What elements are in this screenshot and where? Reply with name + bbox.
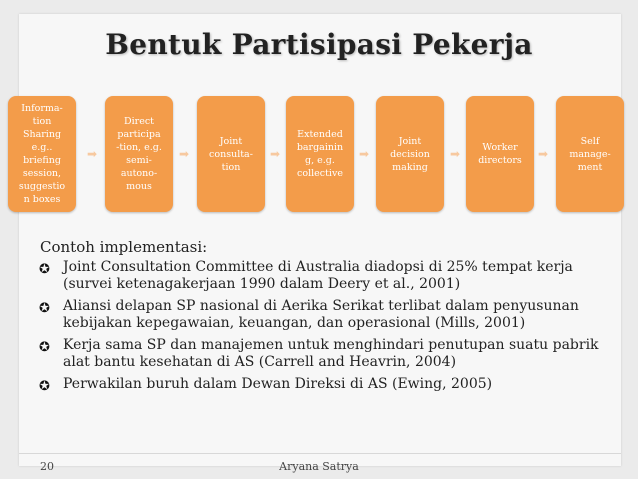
bullet-icon: ✪ (39, 262, 50, 277)
bullet-icon: ✪ (39, 301, 50, 316)
bullet-line: Kerja sama SP dan manajemen untuk menghindari penutupan suatu pabrik (63, 337, 599, 353)
process-step-information-sharing: Informa- tion Sharing e.g.. briefing session, suggestio n boxes (8, 96, 76, 212)
participation-process (0, 92, 638, 217)
arrow-right-icon: ➡ (450, 147, 461, 161)
arrow-right-icon: ➡ (179, 147, 190, 161)
bullet-line: (survei ketenagakerjaan 1990 dalam Deery et al., 2001) (63, 276, 461, 292)
bullet-line: Aliansi delapan SP nasional di Aerika Serikat terlibat dalam penyusunan (63, 298, 579, 314)
bullet-line: kebijakan kepegawaian, keuangan, dan operasional (Mills, 2001) (63, 315, 526, 331)
arrow-right-icon: ➡ (87, 147, 98, 161)
bullet-icon: ✪ (39, 379, 50, 394)
bullet-icon: ✪ (39, 340, 50, 355)
slide-title: Bentuk Partisipasi Pekerja (105, 28, 533, 61)
process-step-worker-directors: Worker directors (466, 96, 534, 212)
list-item (39, 298, 599, 332)
page-number: 20 (40, 460, 54, 473)
process-step-joint-consultation: Joint consulta- tion (197, 96, 265, 212)
list-item (39, 259, 599, 293)
bullet-line: alat bantu kesehatan di AS (Carrell and Heavrin, 2004) (63, 354, 457, 370)
bullet-line: Joint Consultation Committee di Australia diadopsi di 25% tempat kerja (63, 259, 573, 275)
footer-author: Aryana Satrya (279, 460, 359, 473)
arrow-right-icon: ➡ (538, 147, 549, 161)
process-step-self-management: Self manage- ment (556, 96, 624, 212)
lead-text: Contoh implementasi: (40, 238, 208, 256)
list-item (39, 337, 599, 371)
list-item (39, 376, 599, 393)
arrow-right-icon: ➡ (359, 147, 370, 161)
bullet-line: Perwakilan buruh dalam Dewan Direksi di AS (Ewing, 2005) (63, 376, 493, 392)
process-step-extended-bargaining: Extended bargainin g, e.g. collective (286, 96, 354, 212)
bullet-list (39, 259, 599, 398)
arrow-right-icon: ➡ (270, 147, 281, 161)
process-step-direct-participation: Direct participa -tion, e.g. semi- autono- mous (105, 96, 173, 212)
process-step-joint-decision-making: Joint decision making (376, 96, 444, 212)
